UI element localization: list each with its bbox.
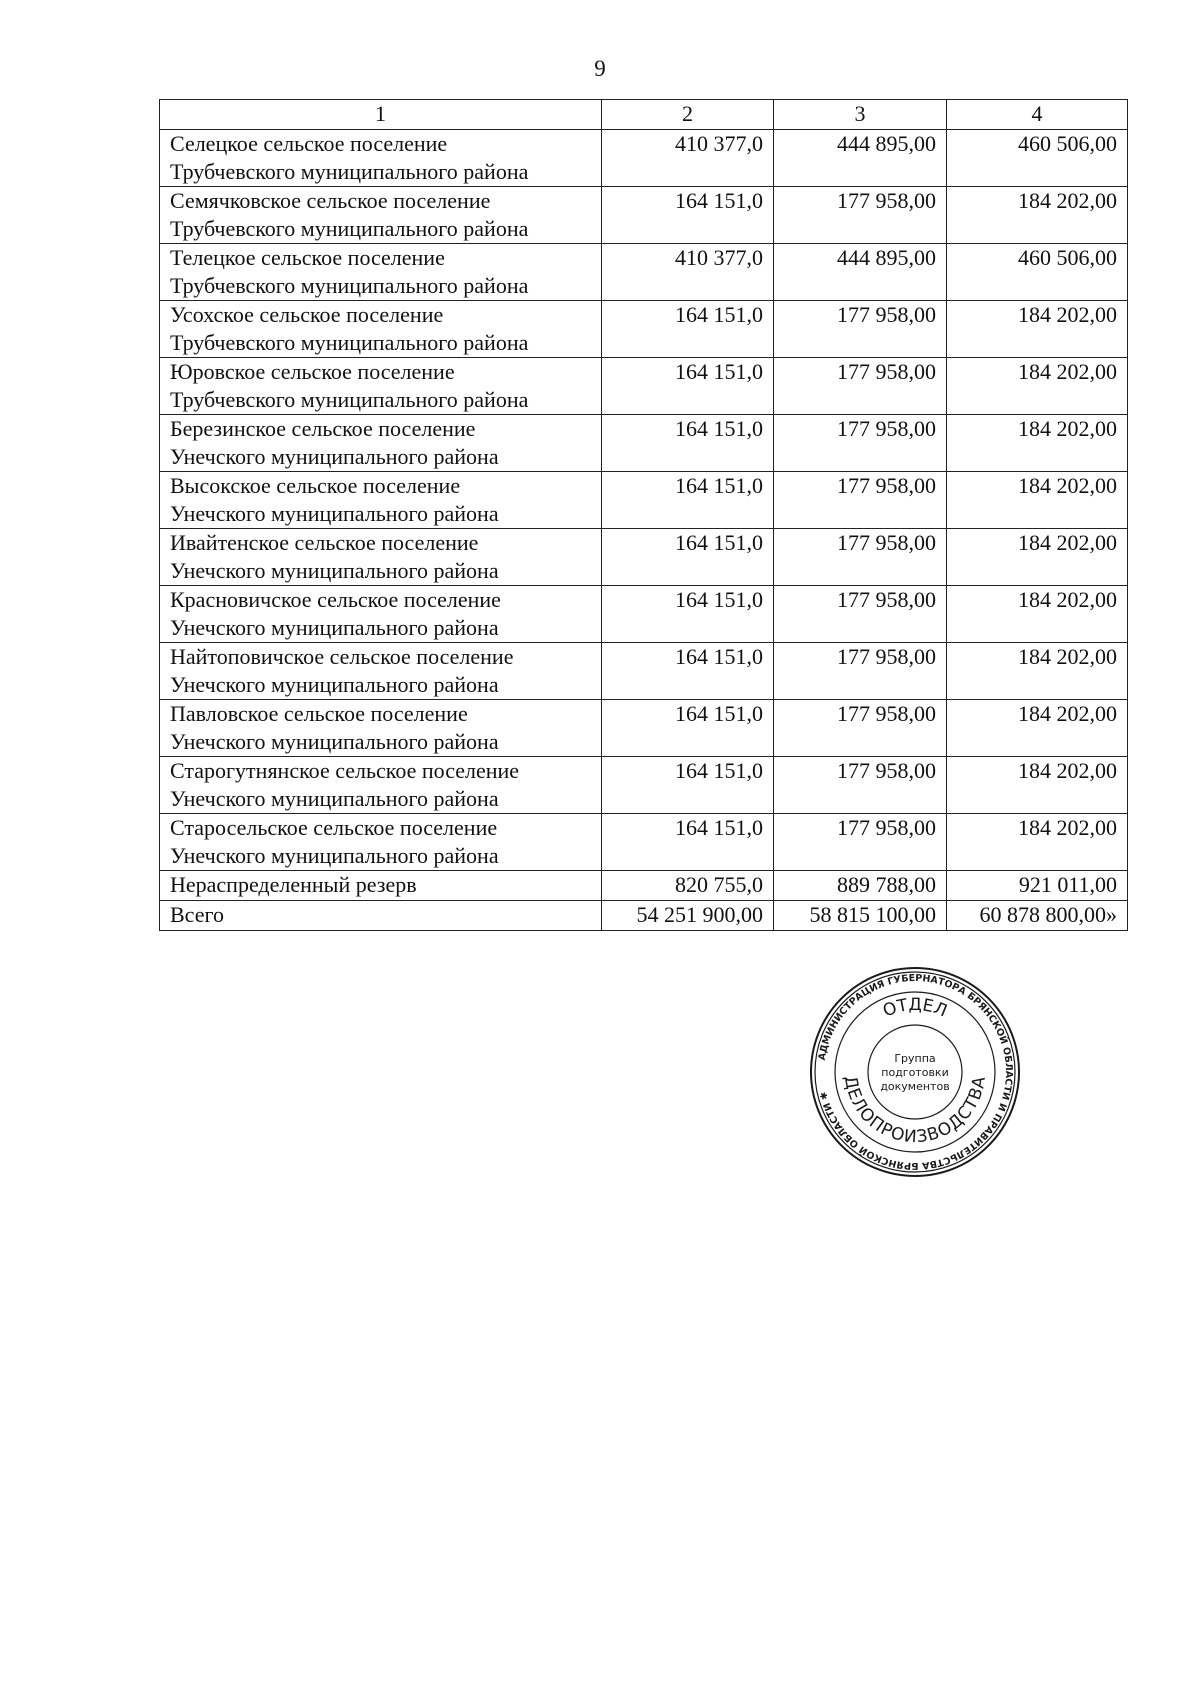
- value-col4: 460 506,00: [947, 130, 1128, 187]
- table-row: [160, 529, 1128, 586]
- settlement-name: [160, 586, 602, 643]
- stamp-center-line2: подготовки: [881, 1066, 949, 1079]
- settlement-name: [160, 472, 602, 529]
- district-line: Унечского муниципального района: [170, 843, 499, 868]
- settlement-line: Найтоповичское сельское поселение: [170, 644, 514, 669]
- table-row: [160, 586, 1128, 643]
- settlement-name: [160, 529, 602, 586]
- district-line: Унечского муниципального района: [170, 558, 499, 583]
- value-col4: 184 202,00: [947, 187, 1128, 244]
- value-col4: 184 202,00: [947, 358, 1128, 415]
- value-col2: 410 377,0: [602, 130, 774, 187]
- table-row: [160, 814, 1128, 871]
- total-col4: 60 878 800,00»: [947, 901, 1128, 931]
- value-col4: 184 202,00: [947, 301, 1128, 358]
- settlement-name: [160, 301, 602, 358]
- value-col2: 164 151,0: [602, 187, 774, 244]
- district-line: Трубчевского муниципального района: [170, 159, 529, 184]
- settlement-line: Высокское сельское поселение: [170, 473, 461, 498]
- table-row: [160, 700, 1128, 757]
- settlement-line: Старогутнянское сельское поселение: [170, 758, 520, 783]
- settlement-name: [160, 130, 602, 187]
- value-col3: 177 958,00: [774, 814, 947, 871]
- settlement-line: Юровское сельское поселение: [170, 359, 455, 384]
- table-row: [160, 244, 1128, 301]
- column-header: 2: [602, 100, 774, 130]
- value-col3: 177 958,00: [774, 757, 947, 814]
- value-col2: 164 151,0: [602, 529, 774, 586]
- settlement-line: Усохское сельское поселение: [170, 302, 444, 327]
- district-line: Унечского муниципального района: [170, 444, 499, 469]
- settlement-name: [160, 757, 602, 814]
- district-line: Унечского муниципального района: [170, 501, 499, 526]
- value-col4: 184 202,00: [947, 529, 1128, 586]
- table-row: [160, 643, 1128, 700]
- value-col3: 177 958,00: [774, 586, 947, 643]
- settlement-name: [160, 358, 602, 415]
- table-row: [160, 358, 1128, 415]
- settlement-name: [160, 415, 602, 472]
- value-col4: 184 202,00: [947, 814, 1128, 871]
- value-col2: 164 151,0: [602, 643, 774, 700]
- value-col2: 164 151,0: [602, 358, 774, 415]
- stamp-ring-word: ДЕЛОПРОИЗВОДСТВА: [839, 1074, 991, 1148]
- settlement-line: Старосельское сельское поселение: [170, 815, 498, 840]
- district-line: Унечского муниципального района: [170, 786, 499, 811]
- settlement-line: Селецкое сельское поселение: [170, 131, 448, 156]
- value-col4: 184 202,00: [947, 757, 1128, 814]
- settlement-line: Павловское сельское поселение: [170, 701, 468, 726]
- column-header: 1: [160, 100, 602, 130]
- table-row: [160, 301, 1128, 358]
- stamp-outer-text: АДМИНИСТРАЦИЯ ГУБЕРНАТОРА БРЯНСКОЙ ОБЛАСТИ И ПРАВИТЕЛЬСТВА БРЯНСКОЙ ОБЛАСТИ ✱: [816, 972, 1015, 1172]
- stamp-center-line3: документов: [880, 1080, 950, 1093]
- settlement-line: Березинское сельское поселение: [170, 416, 476, 441]
- value-col2: 164 151,0: [602, 757, 774, 814]
- value-col4: 184 202,00: [947, 700, 1128, 757]
- value-col4: 184 202,00: [947, 586, 1128, 643]
- page-number: 9: [594, 56, 606, 81]
- value-col2: 820 755,0: [602, 871, 774, 901]
- column-header: 3: [774, 100, 947, 130]
- value-col4: 184 202,00: [947, 472, 1128, 529]
- total-col2: 54 251 900,00: [602, 901, 774, 931]
- settlement-name: [160, 814, 602, 871]
- value-col4: 460 506,00: [947, 244, 1128, 301]
- value-col3: 889 788,00: [774, 871, 947, 901]
- district-line: Трубчевского муниципального района: [170, 216, 529, 241]
- table-header-row: [160, 100, 1128, 130]
- value-col3: 444 895,00: [774, 244, 947, 301]
- value-col3: 444 895,00: [774, 130, 947, 187]
- district-line: Трубчевского муниципального района: [170, 387, 529, 412]
- value-col4: 184 202,00: [947, 643, 1128, 700]
- budget-table: [159, 99, 1128, 931]
- total-label: Всего: [160, 901, 602, 931]
- settlement-name: [160, 700, 602, 757]
- settlement-line: Красновичское сельское поселение: [170, 587, 501, 612]
- value-col3: 177 958,00: [774, 700, 947, 757]
- district-line: Унечского муниципального района: [170, 672, 499, 697]
- value-col2: 164 151,0: [602, 472, 774, 529]
- settlement-line: Семячковское сельское поселение: [170, 188, 491, 213]
- district-line: Унечского муниципального района: [170, 615, 499, 640]
- value-col3: 177 958,00: [774, 643, 947, 700]
- settlement-name: [160, 187, 602, 244]
- stamp-seal-graphic: [808, 965, 1022, 1179]
- table-row: [160, 757, 1128, 814]
- district-line: Унечского муниципального района: [170, 729, 499, 754]
- value-col4: 184 202,00: [947, 415, 1128, 472]
- value-col2: 410 377,0: [602, 244, 774, 301]
- value-col3: 177 958,00: [774, 415, 947, 472]
- stamp-center-line1: Группа: [894, 1052, 936, 1065]
- table-row: [160, 472, 1128, 529]
- table-row: [160, 415, 1128, 472]
- settlement-line: Ивайтенское сельское поселение: [170, 530, 479, 555]
- official-stamp: [808, 965, 1022, 1179]
- value-col2: 164 151,0: [602, 586, 774, 643]
- stamp-top-word: ОТДЕЛ: [880, 994, 950, 1022]
- value-col3: 177 958,00: [774, 187, 947, 244]
- settlement-name: [160, 244, 602, 301]
- value-col2: 164 151,0: [602, 814, 774, 871]
- district-line: Трубчевского муниципального района: [170, 330, 529, 355]
- value-col3: 177 958,00: [774, 301, 947, 358]
- value-col3: 177 958,00: [774, 472, 947, 529]
- reserve-row: [160, 871, 1128, 901]
- column-header: 4: [947, 100, 1128, 130]
- value-col2: 164 151,0: [602, 301, 774, 358]
- value-col3: 177 958,00: [774, 529, 947, 586]
- total-col3: 58 815 100,00: [774, 901, 947, 931]
- total-row: [160, 901, 1128, 931]
- reserve-label: Нераспределенный резерв: [160, 871, 602, 901]
- value-col4: 921 011,00: [947, 871, 1128, 901]
- value-col2: 164 151,0: [602, 415, 774, 472]
- settlement-name: [160, 643, 602, 700]
- table-row: [160, 187, 1128, 244]
- value-col2: 164 151,0: [602, 700, 774, 757]
- value-col3: 177 958,00: [774, 358, 947, 415]
- district-line: Трубчевского муниципального района: [170, 273, 529, 298]
- table-row: [160, 130, 1128, 187]
- settlement-line: Телецкое сельское поселение: [170, 245, 445, 270]
